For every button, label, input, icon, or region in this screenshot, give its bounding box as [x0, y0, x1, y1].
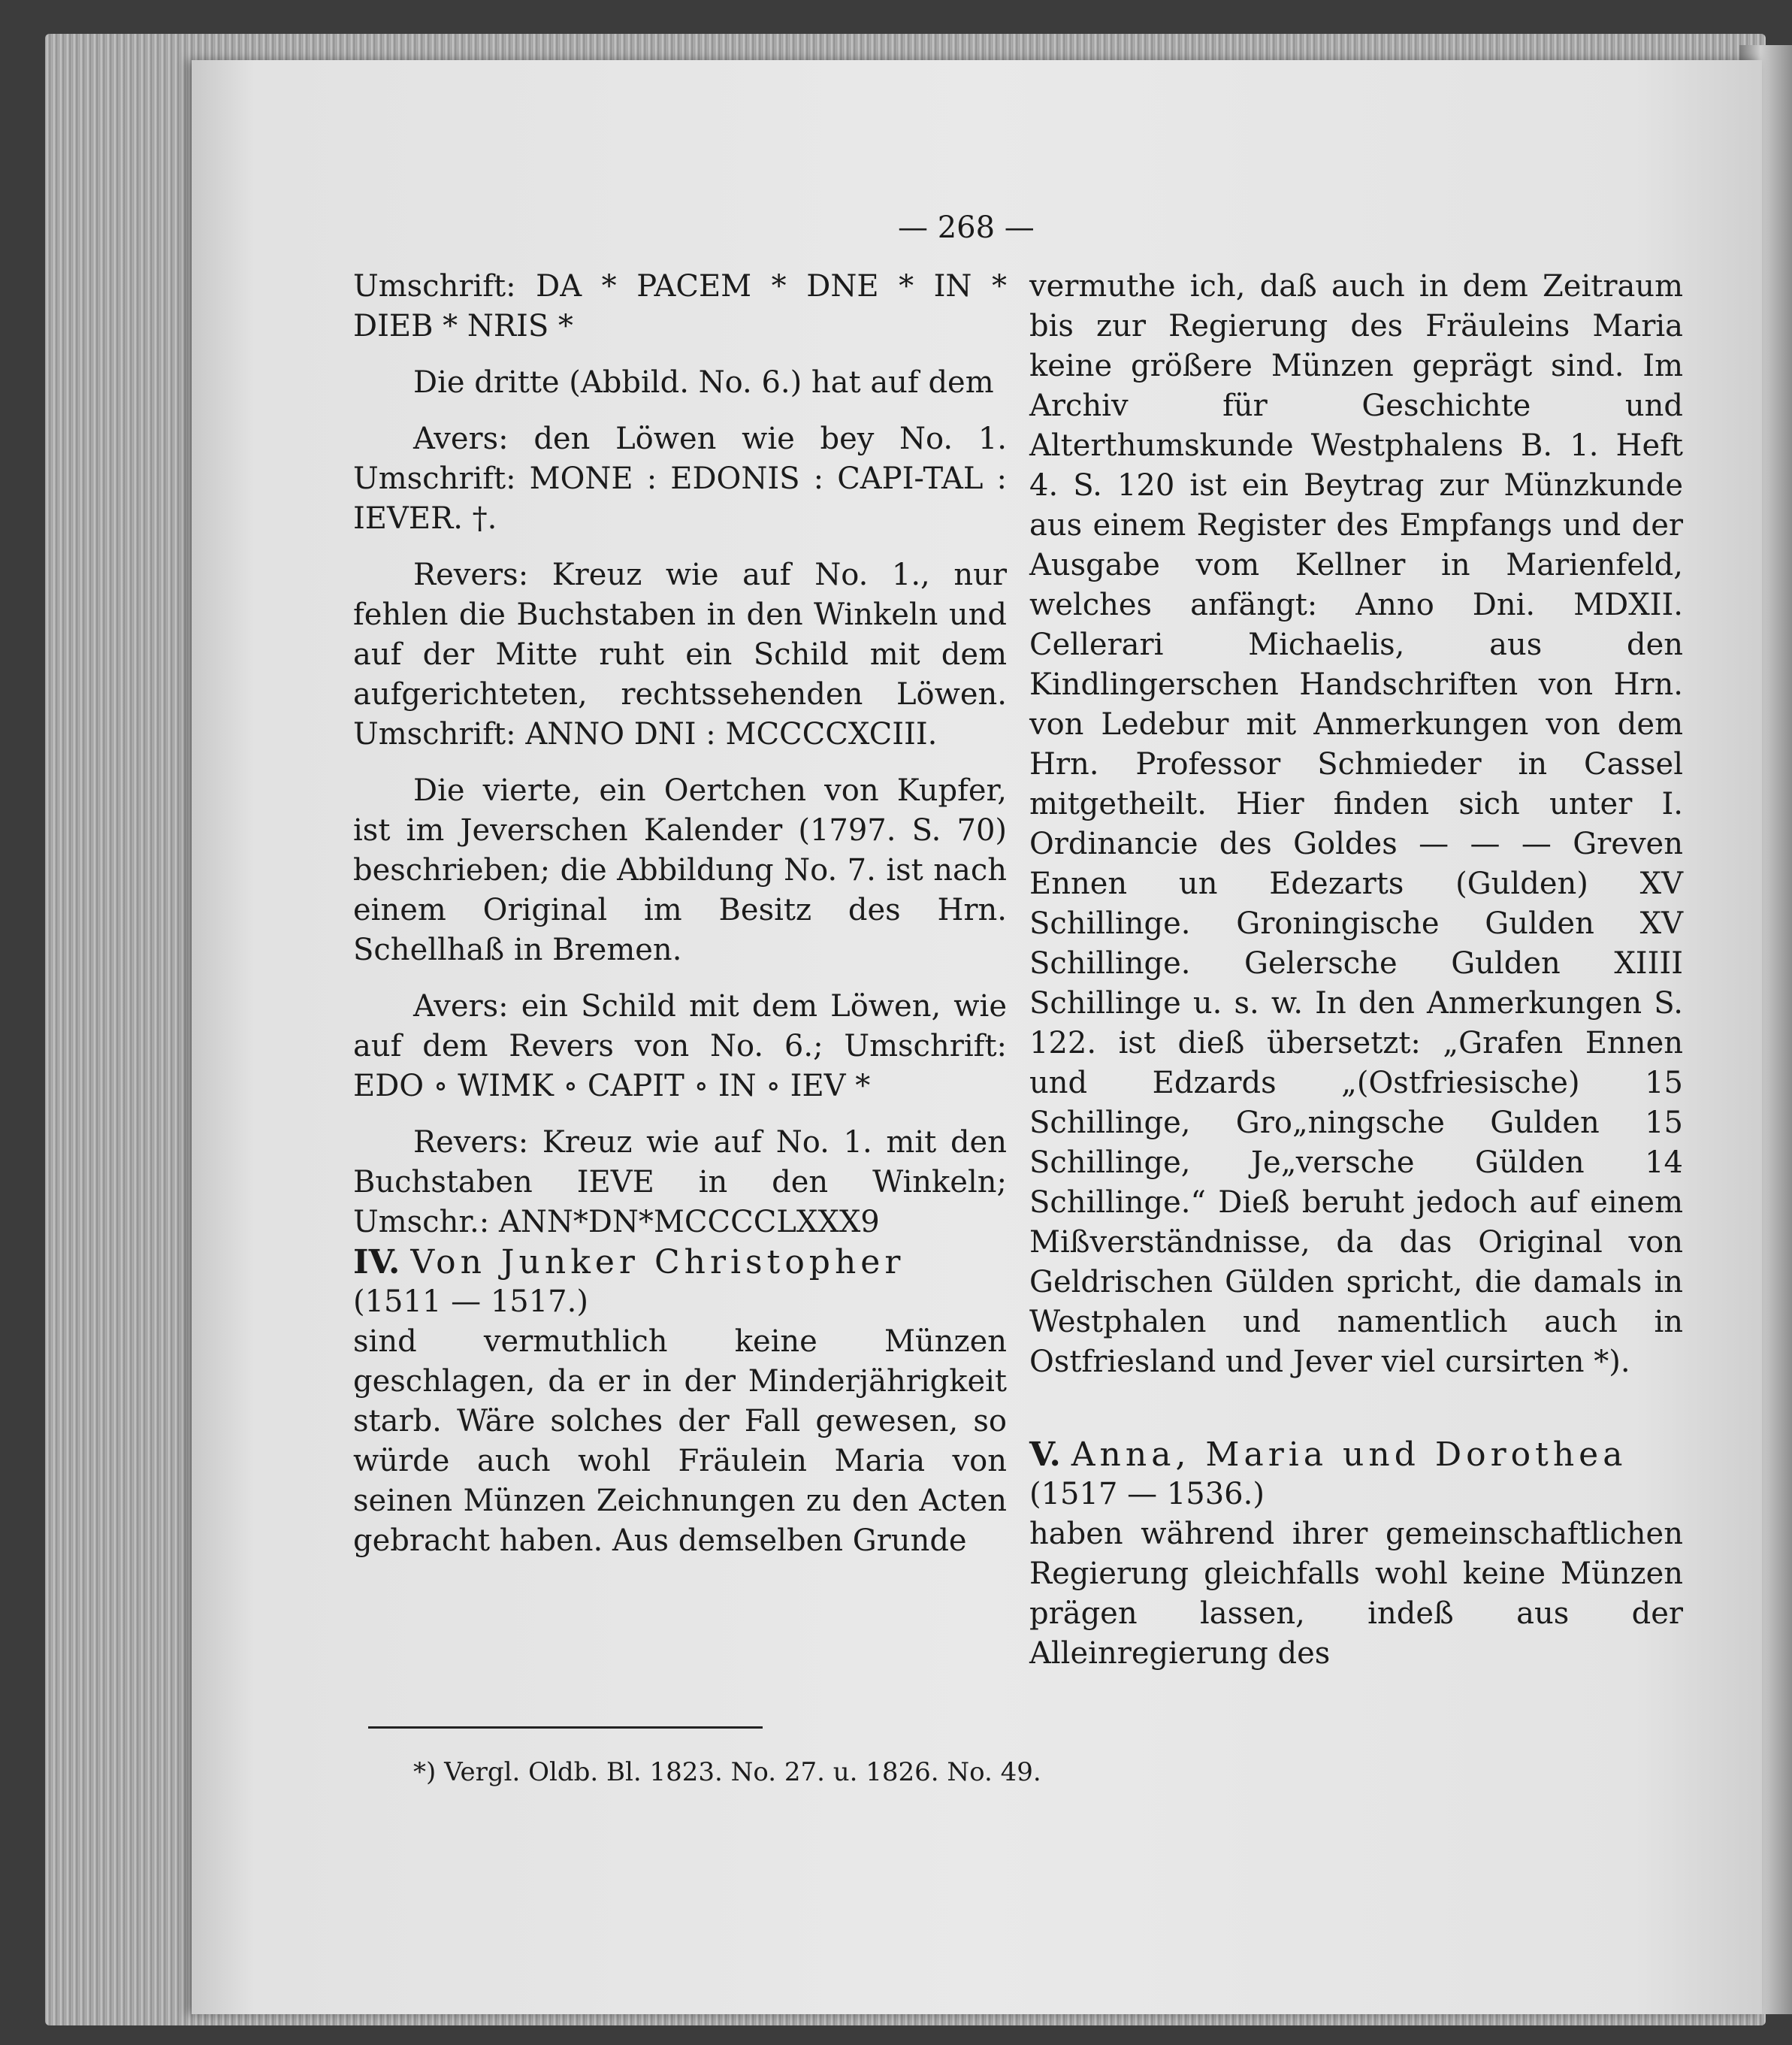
section-v-number: V. [1029, 1435, 1061, 1474]
section-iv-heading [353, 1242, 1007, 1282]
section-iv-title: Von Junker Christopher [410, 1243, 905, 1281]
section-iv-body: sind vermuthlich keine Münzen geschlagen, da er in der Minderjährigkeit starb. Wäre solches der Fall gewesen, so würde auch wohl Fräulein Maria von seinen Münzen Zeichnungen zu den Acten gebracht haben. Aus demselben Grunde [353, 1324, 1007, 1558]
paragraph-die-dritte: Die dritte (Abbild. No. 6.) hat auf dem [413, 365, 994, 400]
footnote-rule [368, 1726, 763, 1729]
right-column [1029, 267, 1683, 1674]
section-iv-number: IV. [353, 1243, 400, 1281]
footnote: *) Vergl. Oldb. Bl. 1823. No. 27. u. 1826. No. 49. [413, 1757, 1041, 1787]
section-iv-years: (1511 — 1517.) [353, 1284, 588, 1319]
page-number: — 268 — [898, 210, 1035, 245]
section-v-heading [1029, 1435, 1683, 1475]
paragraph-die-vierte: Die vierte, ein Oertchen von Kupfer, ist im Jeverschen Kalender (1797. S. 70) beschrieben; die Abbildung No. 7. ist nach einem Original im Besitz des Hrn. Schellhaß in Bremen. [353, 773, 1007, 967]
left-column [353, 267, 1007, 1561]
paragraph-umschrift: Umschrift: DA * PACEM * DNE * IN * DIEB * NRIS * [353, 269, 1007, 343]
section-v-body: haben während ihrer gemeinschaftlichen Regierung gleichfalls wohl keine Münzen prägen lassen, indeß aus der Alleinregierung des [1029, 1517, 1683, 1671]
paragraph-revers-1: Revers: Kreuz wie auf No. 1., nur fehlen die Buchstaben in den Winkeln und auf der Mitte ruht ein Schild mit dem aufgerichteten, rechtssehenden Löwen. Umschrift: ANNO DNI : MCCCCXCIII. [353, 558, 1007, 752]
paragraph-continuation: vermuthe ich, daß auch in dem Zeitraum bis zur Regierung des Fräuleins Maria keine größere Münzen geprägt sind. Im Archiv für Geschichte und Alterthumskunde Westphalens B. 1. Heft 4. S. 120 ist ein Beytrag zur Münzkunde aus einem Register des Empfangs und der Ausgabe vom Kellner in Marienfeld, welches anfängt: Anno Dni. MDXII. Cellerari Michaelis, aus den Kindlingerschen Handschriften von Hrn. von Ledebur mit Anmerkungen von dem Hrn. Professor Schmieder in Cassel mitgetheilt. Hier finden sich unter I. Ordinancie des Goldes — — — Greven Ennen un Edezarts (Gulden) XV Schillinge. Groningische Gulden XV Schillinge. Gelersche Gulden XIIII Schillinge u. s. w. In den Anmerkungen S. 122. ist dieß übersetzt: „Grafen Ennen und Edzards „(Ostfriesische) 15 Schillinge, Gro„ningsche Gulden 15 Schillinge, Je„versche Gülden 14 Schillinge.“ Dieß beruht jedoch auf einem Mißverständnisse, da das Original von Geldrischen Gülden spricht, die damals in Westphalen und namentlich auch in Ostfriesland und Jever viel cursirten *). [1029, 269, 1683, 1379]
paragraph-revers-2: Revers: Kreuz wie auf No. 1. mit den Buchstaben IEVE in den Winkeln; Umschr.: ANN*DN*MCCCCLXXX9 [353, 1125, 1007, 1239]
paragraph-avers-1: Avers: den Löwen wie bey No. 1. Umschrift: MONE : EDONIS : CAPI-TAL : IEVER. †. [353, 422, 1007, 536]
paragraph-avers-2: Avers: ein Schild mit dem Löwen, wie auf dem Revers von No. 6.; Umschrift: EDO ∘ WIMK ∘ CAPIT ∘ IN ∘ IEV * [353, 989, 1007, 1103]
section-v-years: (1517 — 1536.) [1029, 1477, 1265, 1511]
section-v-title: Anna, Maria und Dorothea [1071, 1435, 1627, 1474]
